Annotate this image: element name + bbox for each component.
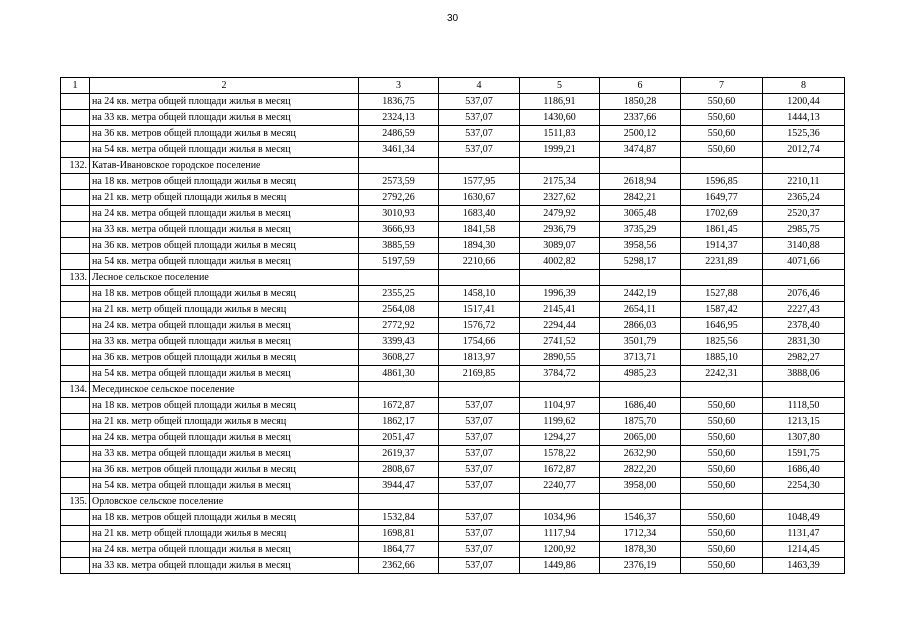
row-number [61, 558, 90, 574]
table-row [61, 398, 845, 414]
row-number [61, 462, 90, 478]
section-header-row [61, 270, 845, 286]
row-number [61, 174, 90, 190]
value-cell: 1646,95 [681, 318, 763, 334]
row-number: 133. [61, 270, 90, 286]
value-cell: 550,60 [681, 430, 763, 446]
empty-cell [763, 270, 845, 286]
empty-cell [681, 494, 763, 510]
value-cell: 1200,92 [520, 542, 600, 558]
value-cell: 1117,94 [520, 526, 600, 542]
row-number [61, 398, 90, 414]
value-cell: 2324,13 [359, 110, 439, 126]
value-cell: 1213,15 [763, 414, 845, 430]
table-row [61, 446, 845, 462]
value-cell: 550,60 [681, 398, 763, 414]
value-cell: 2936,79 [520, 222, 600, 238]
row-number: 135. [61, 494, 90, 510]
value-cell: 1672,87 [359, 398, 439, 414]
row-description: на 33 кв. метра общей площади жилья в месяц [90, 446, 359, 462]
value-cell: 550,60 [681, 462, 763, 478]
value-cell: 3399,43 [359, 334, 439, 350]
value-cell: 537,07 [439, 142, 520, 158]
value-cell: 2982,27 [763, 350, 845, 366]
table-row [61, 190, 845, 206]
empty-cell [359, 158, 439, 174]
value-cell: 550,60 [681, 446, 763, 462]
table-row [61, 222, 845, 238]
value-cell: 1186,91 [520, 94, 600, 110]
value-cell: 3666,93 [359, 222, 439, 238]
empty-cell [600, 270, 681, 286]
value-cell: 1578,22 [520, 446, 600, 462]
value-cell: 537,07 [439, 110, 520, 126]
table-row [61, 526, 845, 542]
value-cell: 1649,77 [681, 190, 763, 206]
value-cell: 1698,81 [359, 526, 439, 542]
table-row [61, 462, 845, 478]
value-cell: 1850,28 [600, 94, 681, 110]
value-cell: 2365,24 [763, 190, 845, 206]
value-cell: 2378,40 [763, 318, 845, 334]
value-cell: 1702,69 [681, 206, 763, 222]
value-cell: 1048,49 [763, 510, 845, 526]
value-cell: 1591,75 [763, 446, 845, 462]
column-header: 3 [359, 78, 439, 94]
table-row [61, 174, 845, 190]
table-row [61, 542, 845, 558]
row-number [61, 94, 90, 110]
value-cell: 550,60 [681, 110, 763, 126]
value-cell: 1200,44 [763, 94, 845, 110]
row-number [61, 318, 90, 334]
value-cell: 3089,07 [520, 238, 600, 254]
value-cell: 2076,46 [763, 286, 845, 302]
value-cell: 2500,12 [600, 126, 681, 142]
value-cell: 2822,20 [600, 462, 681, 478]
value-cell: 1430,60 [520, 110, 600, 126]
empty-cell [600, 158, 681, 174]
value-cell: 537,07 [439, 542, 520, 558]
empty-cell [439, 494, 520, 510]
row-number [61, 142, 90, 158]
row-description: на 24 кв. метра общей площади жилья в месяц [90, 94, 359, 110]
row-number [61, 254, 90, 270]
row-number [61, 222, 90, 238]
table-row [61, 302, 845, 318]
table-row [61, 110, 845, 126]
value-cell: 2210,66 [439, 254, 520, 270]
column-header: 1 [61, 78, 90, 94]
value-cell: 1576,72 [439, 318, 520, 334]
value-cell: 537,07 [439, 558, 520, 574]
table-header-row [61, 78, 845, 94]
value-cell: 1875,70 [600, 414, 681, 430]
value-cell: 1672,87 [520, 462, 600, 478]
value-cell: 2242,31 [681, 366, 763, 382]
value-cell: 1463,39 [763, 558, 845, 574]
row-number [61, 238, 90, 254]
value-cell: 2890,55 [520, 350, 600, 366]
row-number [61, 414, 90, 430]
page-number: 30 [446, 13, 459, 24]
value-cell: 1861,45 [681, 222, 763, 238]
value-cell: 1034,96 [520, 510, 600, 526]
table-row [61, 286, 845, 302]
value-cell: 550,60 [681, 142, 763, 158]
row-number [61, 126, 90, 142]
empty-cell [359, 382, 439, 398]
table-row [61, 94, 845, 110]
value-cell: 1712,34 [600, 526, 681, 542]
empty-cell [681, 270, 763, 286]
row-description: на 33 кв. метра общей площади жилья в месяц [90, 222, 359, 238]
value-cell: 2169,85 [439, 366, 520, 382]
column-header: 7 [681, 78, 763, 94]
tariff-table [60, 77, 845, 574]
value-cell: 1754,66 [439, 334, 520, 350]
value-cell: 4071,66 [763, 254, 845, 270]
value-cell: 550,60 [681, 126, 763, 142]
value-cell: 550,60 [681, 94, 763, 110]
value-cell: 537,07 [439, 478, 520, 494]
value-cell: 3065,48 [600, 206, 681, 222]
value-cell: 4985,23 [600, 366, 681, 382]
row-description: на 54 кв. метра общей площади жилья в месяц [90, 478, 359, 494]
value-cell: 1862,17 [359, 414, 439, 430]
value-cell: 3010,93 [359, 206, 439, 222]
table-row [61, 430, 845, 446]
value-cell: 2254,30 [763, 478, 845, 494]
value-cell: 3784,72 [520, 366, 600, 382]
value-cell: 1686,40 [600, 398, 681, 414]
value-cell: 3501,79 [600, 334, 681, 350]
table-row [61, 254, 845, 270]
value-cell: 1577,95 [439, 174, 520, 190]
value-cell: 1525,36 [763, 126, 845, 142]
value-cell: 537,07 [439, 414, 520, 430]
table-row [61, 414, 845, 430]
value-cell: 1444,13 [763, 110, 845, 126]
value-cell: 550,60 [681, 414, 763, 430]
empty-cell [439, 382, 520, 398]
section-title: Месединское сельское поселение [90, 382, 359, 398]
section-header-row [61, 382, 845, 398]
value-cell: 1118,50 [763, 398, 845, 414]
empty-cell [359, 270, 439, 286]
value-cell: 3461,34 [359, 142, 439, 158]
row-number [61, 286, 90, 302]
value-cell: 3958,00 [600, 478, 681, 494]
value-cell: 2866,03 [600, 318, 681, 334]
value-cell: 3888,06 [763, 366, 845, 382]
row-description: на 24 кв. метра общей площади жилья в месяц [90, 542, 359, 558]
row-number [61, 334, 90, 350]
row-number [61, 478, 90, 494]
empty-cell [439, 270, 520, 286]
column-header: 2 [90, 78, 359, 94]
value-cell: 3608,27 [359, 350, 439, 366]
value-cell: 537,07 [439, 94, 520, 110]
value-cell: 3944,47 [359, 478, 439, 494]
section-header-row [61, 158, 845, 174]
empty-cell [439, 158, 520, 174]
row-number [61, 542, 90, 558]
empty-cell [520, 382, 600, 398]
value-cell: 1307,80 [763, 430, 845, 446]
value-cell: 537,07 [439, 126, 520, 142]
value-cell: 1527,88 [681, 286, 763, 302]
value-cell: 1546,37 [600, 510, 681, 526]
table-row [61, 238, 845, 254]
value-cell: 1864,77 [359, 542, 439, 558]
value-cell: 2227,43 [763, 302, 845, 318]
section-title: Орловское сельское поселение [90, 494, 359, 510]
row-description: на 18 кв. метров общей площади жилья в месяц [90, 286, 359, 302]
table-row [61, 318, 845, 334]
value-cell: 1131,47 [763, 526, 845, 542]
row-number [61, 110, 90, 126]
value-cell: 2294,44 [520, 318, 600, 334]
value-cell: 2442,19 [600, 286, 681, 302]
row-number [61, 446, 90, 462]
value-cell: 3713,71 [600, 350, 681, 366]
value-cell: 1532,84 [359, 510, 439, 526]
value-cell: 2792,26 [359, 190, 439, 206]
empty-cell [520, 494, 600, 510]
section-title: Катав-Ивановское городское поселение [90, 158, 359, 174]
row-description: на 36 кв. метров общей площади жилья в месяц [90, 238, 359, 254]
value-cell: 2362,66 [359, 558, 439, 574]
value-cell: 1825,56 [681, 334, 763, 350]
empty-cell [763, 494, 845, 510]
value-cell: 550,60 [681, 542, 763, 558]
value-cell: 2145,41 [520, 302, 600, 318]
row-description: на 54 кв. метра общей площади жилья в месяц [90, 254, 359, 270]
value-cell: 3735,29 [600, 222, 681, 238]
value-cell: 2741,52 [520, 334, 600, 350]
value-cell: 1214,45 [763, 542, 845, 558]
table-body [61, 94, 845, 574]
value-cell: 2573,59 [359, 174, 439, 190]
value-cell: 2065,00 [600, 430, 681, 446]
value-cell: 3474,87 [600, 142, 681, 158]
table-row [61, 206, 845, 222]
row-description: на 33 кв. метра общей площади жилья в месяц [90, 334, 359, 350]
row-description: на 21 кв. метр общей площади жилья в месяц [90, 302, 359, 318]
empty-cell [600, 382, 681, 398]
value-cell: 550,60 [681, 510, 763, 526]
value-cell: 2772,92 [359, 318, 439, 334]
value-cell: 537,07 [439, 510, 520, 526]
value-cell: 2831,30 [763, 334, 845, 350]
value-cell: 2175,34 [520, 174, 600, 190]
column-header: 8 [763, 78, 845, 94]
row-description: на 36 кв. метров общей площади жилья в месяц [90, 462, 359, 478]
value-cell: 1630,67 [439, 190, 520, 206]
value-cell: 2337,66 [600, 110, 681, 126]
value-cell: 1885,10 [681, 350, 763, 366]
section-header-row [61, 494, 845, 510]
value-cell: 537,07 [439, 446, 520, 462]
value-cell: 2012,74 [763, 142, 845, 158]
row-description: на 33 кв. метра общей площади жилья в месяц [90, 558, 359, 574]
value-cell: 1104,97 [520, 398, 600, 414]
value-cell: 550,60 [681, 558, 763, 574]
value-cell: 2051,47 [359, 430, 439, 446]
value-cell: 4861,30 [359, 366, 439, 382]
value-cell: 1294,27 [520, 430, 600, 446]
value-cell: 5298,17 [600, 254, 681, 270]
value-cell: 2327,62 [520, 190, 600, 206]
value-cell: 1686,40 [763, 462, 845, 478]
value-cell: 3958,56 [600, 238, 681, 254]
table-row [61, 142, 845, 158]
row-number [61, 510, 90, 526]
row-description: на 24 кв. метра общей площади жилья в месяц [90, 318, 359, 334]
value-cell: 4002,82 [520, 254, 600, 270]
value-cell: 1511,83 [520, 126, 600, 142]
value-cell: 550,60 [681, 526, 763, 542]
row-description: на 21 кв. метр общей площади жилья в месяц [90, 526, 359, 542]
row-number [61, 206, 90, 222]
value-cell: 2564,08 [359, 302, 439, 318]
value-cell: 2985,75 [763, 222, 845, 238]
row-description: на 18 кв. метров общей площади жилья в месяц [90, 174, 359, 190]
value-cell: 537,07 [439, 398, 520, 414]
row-number [61, 302, 90, 318]
row-description: на 24 кв. метра общей площади жилья в месяц [90, 430, 359, 446]
value-cell: 2632,90 [600, 446, 681, 462]
value-cell: 2210,11 [763, 174, 845, 190]
value-cell: 1517,41 [439, 302, 520, 318]
table-row [61, 478, 845, 494]
column-header: 5 [520, 78, 600, 94]
value-cell: 537,07 [439, 430, 520, 446]
value-cell: 1841,58 [439, 222, 520, 238]
empty-cell [359, 494, 439, 510]
value-cell: 1596,85 [681, 174, 763, 190]
value-cell: 1587,42 [681, 302, 763, 318]
value-cell: 2231,89 [681, 254, 763, 270]
value-cell: 5197,59 [359, 254, 439, 270]
value-cell: 2654,11 [600, 302, 681, 318]
row-description: на 24 кв. метра общей площади жилья в месяц [90, 206, 359, 222]
value-cell: 2376,19 [600, 558, 681, 574]
table-row [61, 334, 845, 350]
value-cell: 1999,21 [520, 142, 600, 158]
empty-cell [763, 382, 845, 398]
section-title: Лесное сельское поселение [90, 270, 359, 286]
value-cell: 2240,77 [520, 478, 600, 494]
value-cell: 537,07 [439, 462, 520, 478]
value-cell: 3140,88 [763, 238, 845, 254]
empty-cell [520, 158, 600, 174]
value-cell: 537,07 [439, 526, 520, 542]
row-description: на 21 кв. метр общей площади жилья в месяц [90, 190, 359, 206]
empty-cell [763, 158, 845, 174]
value-cell: 550,60 [681, 478, 763, 494]
value-cell: 3885,59 [359, 238, 439, 254]
column-header: 4 [439, 78, 520, 94]
row-description: на 33 кв. метра общей площади жилья в месяц [90, 110, 359, 126]
row-number [61, 430, 90, 446]
value-cell: 1878,30 [600, 542, 681, 558]
table-row [61, 510, 845, 526]
table-row [61, 558, 845, 574]
value-cell: 2808,67 [359, 462, 439, 478]
row-number [61, 526, 90, 542]
column-header: 6 [600, 78, 681, 94]
row-description: на 54 кв. метра общей площади жилья в месяц [90, 142, 359, 158]
value-cell: 2355,25 [359, 286, 439, 302]
value-cell: 2486,59 [359, 126, 439, 142]
table-row [61, 350, 845, 366]
row-description: на 18 кв. метров общей площади жилья в месяц [90, 398, 359, 414]
value-cell: 2842,21 [600, 190, 681, 206]
row-number [61, 366, 90, 382]
empty-cell [600, 494, 681, 510]
table-row [61, 126, 845, 142]
value-cell: 1836,75 [359, 94, 439, 110]
row-description: на 54 кв. метра общей площади жилья в месяц [90, 366, 359, 382]
empty-cell [520, 270, 600, 286]
value-cell: 2618,94 [600, 174, 681, 190]
row-description: на 36 кв. метров общей площади жилья в месяц [90, 126, 359, 142]
value-cell: 1458,10 [439, 286, 520, 302]
value-cell: 1996,39 [520, 286, 600, 302]
value-cell: 1894,30 [439, 238, 520, 254]
row-description: на 18 кв. метров общей площади жилья в месяц [90, 510, 359, 526]
value-cell: 1914,37 [681, 238, 763, 254]
empty-cell [681, 158, 763, 174]
row-number [61, 350, 90, 366]
value-cell: 1813,97 [439, 350, 520, 366]
value-cell: 2520,37 [763, 206, 845, 222]
empty-cell [681, 382, 763, 398]
value-cell: 2479,92 [520, 206, 600, 222]
value-cell: 1683,40 [439, 206, 520, 222]
row-number [61, 190, 90, 206]
row-number: 134. [61, 382, 90, 398]
value-cell: 1199,62 [520, 414, 600, 430]
row-number: 132. [61, 158, 90, 174]
table-row [61, 366, 845, 382]
value-cell: 2619,37 [359, 446, 439, 462]
row-description: на 36 кв. метров общей площади жилья в месяц [90, 350, 359, 366]
row-description: на 21 кв. метр общей площади жилья в месяц [90, 414, 359, 430]
value-cell: 1449,86 [520, 558, 600, 574]
